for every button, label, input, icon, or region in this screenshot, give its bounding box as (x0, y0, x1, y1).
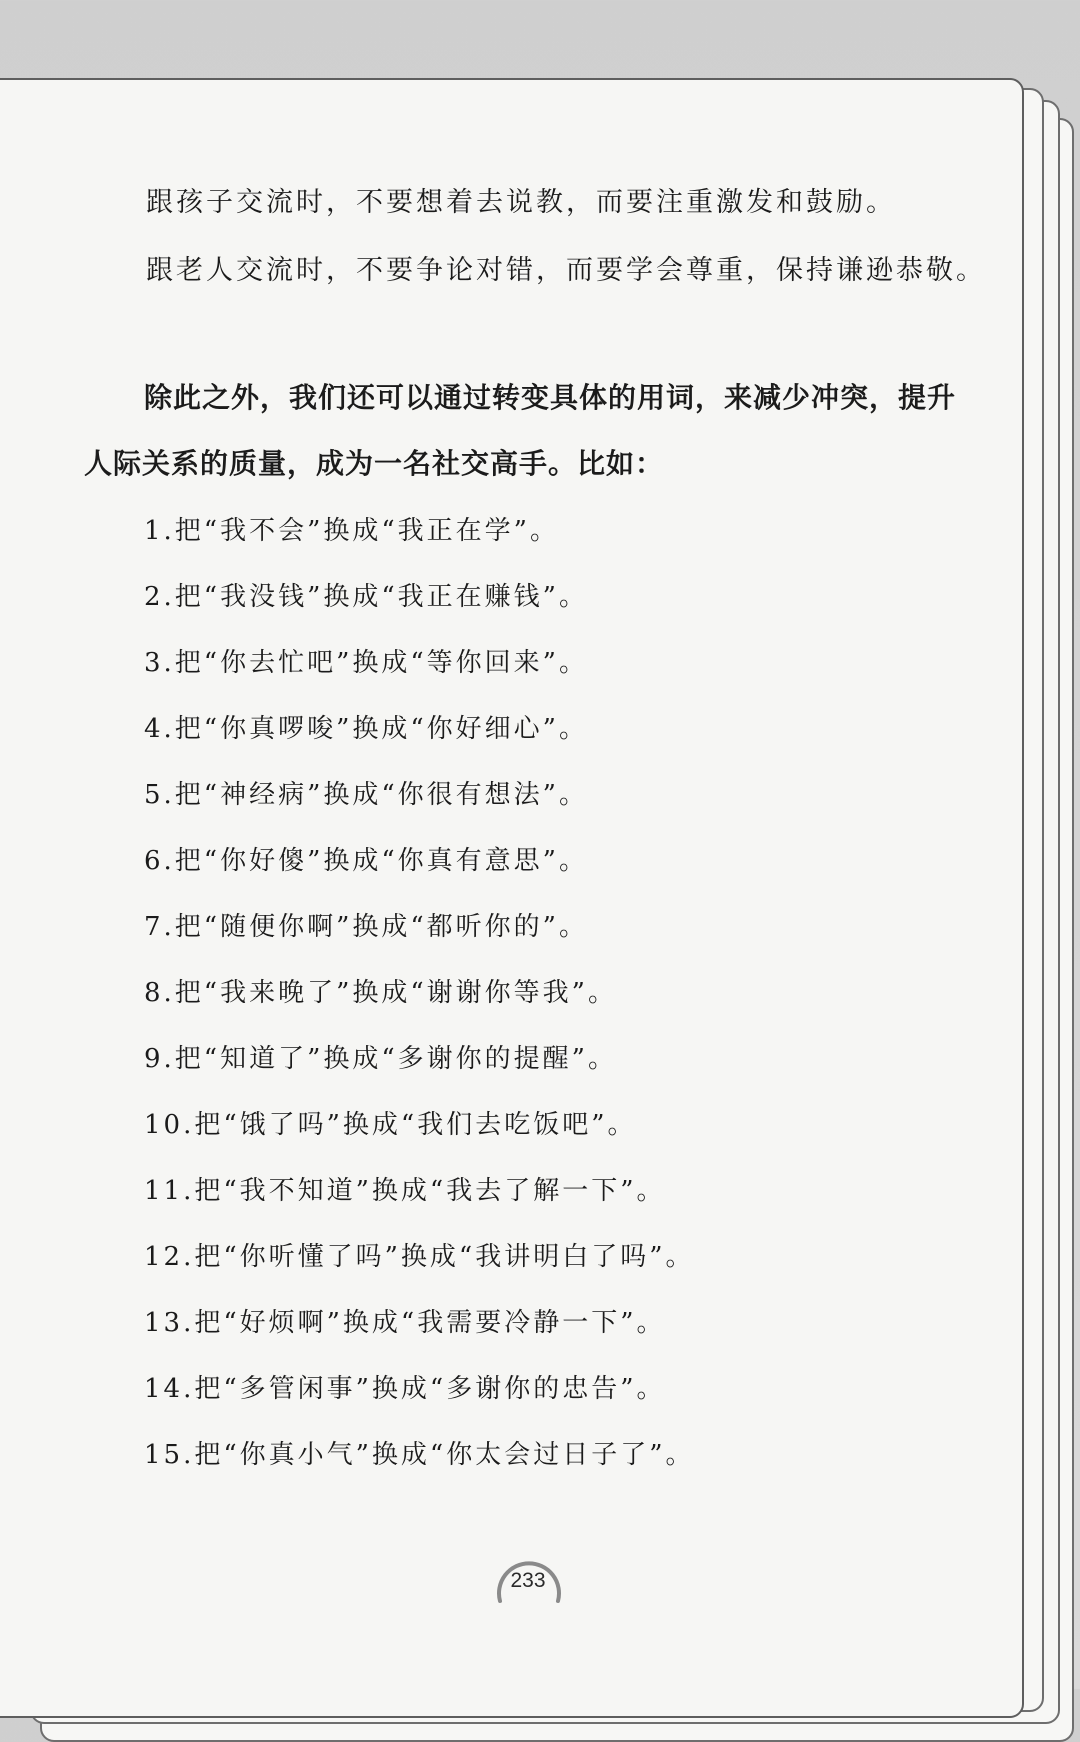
list-item: 5.把“神经病”换成“你很有想法”。 (144, 780, 588, 810)
list-item: 3.把“你去忙吧”换成“等你回来”。 (144, 648, 588, 678)
list-item: 13.把“好烦啊”换成“我需要冷静一下”。 (144, 1308, 666, 1338)
list-item: 8.把“我来晚了”换成“谢谢你等我”。 (144, 978, 617, 1008)
list-item: 2.把“我没钱”换成“我正在赚钱”。 (144, 582, 588, 612)
list-item: 7.把“随便你啊”换成“都听你的”。 (144, 912, 588, 942)
book-page (0, 78, 1024, 1718)
list-item: 14.把“多管闲事”换成“多谢你的忠告”。 (144, 1374, 666, 1404)
paragraph-line: 人际关系的质量，成为一名社交高手。比如： (84, 447, 665, 480)
intro-line-elderly: 跟老人交流时，不要争论对错，而要学会尊重，保持谦逊恭敬。 (146, 255, 986, 286)
list-item: 4.把“你真啰唆”换成“你好细心”。 (144, 714, 588, 744)
paragraph-line: 除此之外，我们还可以通过转变具体的用词，来减少冲突，提升 (144, 381, 957, 414)
list-item: 9.把“知道了”换成“多谢你的提醒”。 (144, 1044, 617, 1074)
list-item: 12.把“你听懂了吗”换成“我讲明白了吗”。 (144, 1242, 695, 1272)
list-item: 11.把“我不知道”换成“我去了解一下”。 (144, 1176, 666, 1206)
list-item: 10.把“饿了吗”换成“我们去吃饭吧”。 (144, 1110, 637, 1140)
page-number-badge (488, 1555, 568, 1615)
list-item: 15.把“你真小气”换成“你太会过日子了”。 (144, 1440, 695, 1470)
intro-line-children: 跟孩子交流时，不要想着去说教，而要注重激发和鼓励。 (146, 187, 896, 218)
list-item: 1.把“我不会”换成“我正在学”。 (144, 516, 559, 546)
list-item: 6.把“你好傻”换成“你真有意思”。 (144, 846, 588, 876)
page-number: 233 (510, 1569, 546, 1592)
